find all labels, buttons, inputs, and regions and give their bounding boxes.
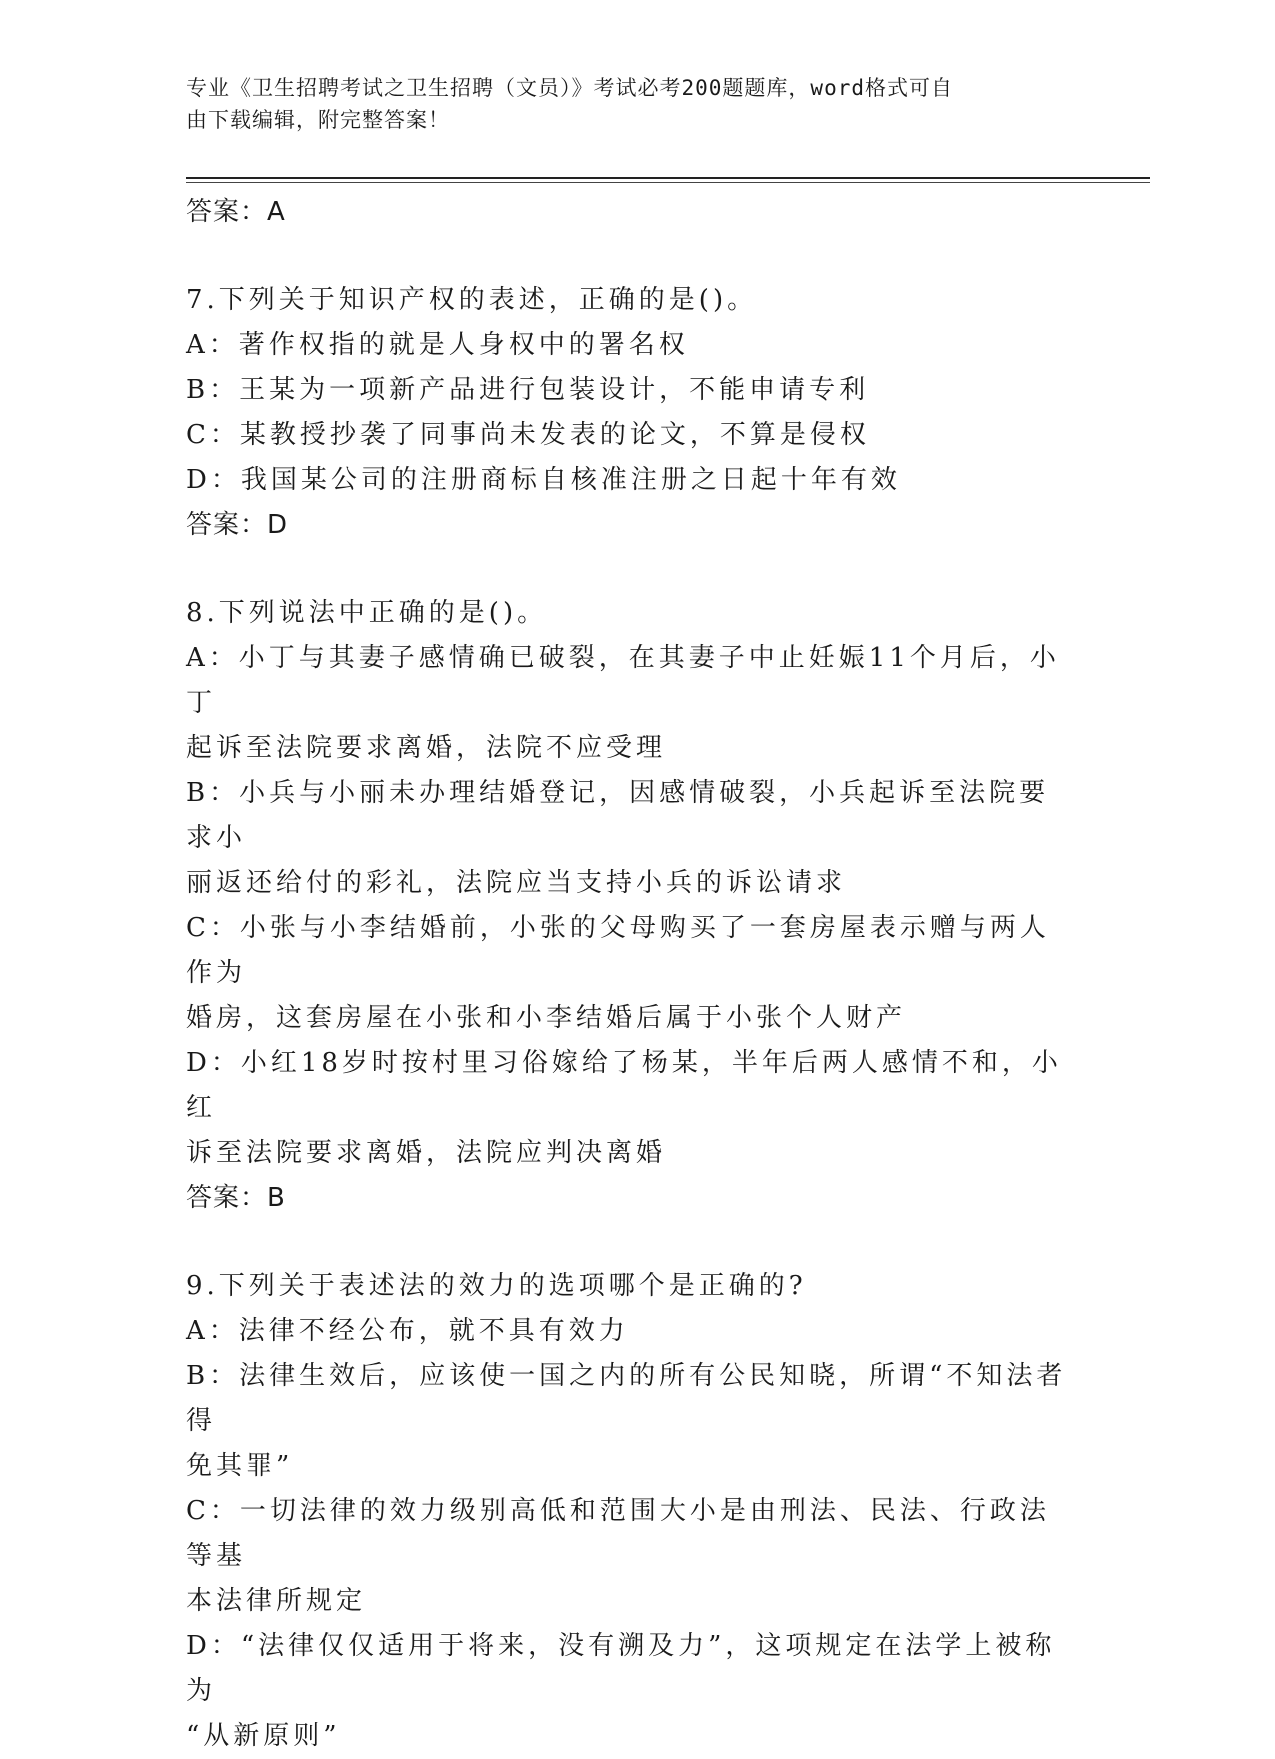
question-block — [186, 1264, 1076, 1759]
option-line: A：法律不经公布，就不具有效力 — [186, 1316, 629, 1346]
option-line: 本法律所规定 — [186, 1586, 367, 1616]
header-line-1: 专业《卫生招聘考试之卫生招聘（文员）》考试必考200题题库，word格式可自 — [186, 76, 953, 100]
option-line: 婚房，这套房屋在小张和小李结婚后属于小张个人财产 — [186, 1003, 907, 1033]
option-line: A：小丁与其妻子感情确已破裂，在其妻子中止妊娠11个月后，小丁 — [186, 643, 1060, 718]
option-line: D：我国某公司的注册商标自核准注册之日起十年有效 — [186, 465, 901, 495]
option-line: 丽返还给付的彩礼，法院应当支持小兵的诉讼请求 — [186, 868, 847, 898]
option-line: “从新原则” — [186, 1721, 341, 1751]
option-line: B：王某为一项新产品进行包装设计，不能申请专利 — [186, 375, 870, 405]
question-list — [186, 190, 1076, 1759]
option-line: C：一切法律的效力级别高低和范围大小是由刑法、民法、行政法等基 — [186, 1496, 1050, 1571]
answer-line: 答案：A — [186, 197, 286, 227]
question-stem: 7.下列关于知识产权的表述，正确的是()。 — [186, 285, 758, 315]
answer-line: 答案：D — [186, 510, 289, 540]
question-stem: 8.下列说法中正确的是()。 — [186, 598, 548, 628]
spacer — [186, 547, 1076, 591]
question-block — [186, 591, 1076, 1264]
option-line: A：著作权指的就是人身权中的署名权 — [186, 330, 689, 360]
page-header — [186, 72, 1066, 136]
option-line: D：“法律仅仅适用于将来，没有溯及力”，这项规定在法学上被称为 — [186, 1631, 1056, 1706]
option-line: B：法律生效后，应该使一国之内的所有公民知晓，所谓“不知法者得 — [186, 1361, 1067, 1436]
question-stem: 9.下列关于表述法的效力的选项哪个是正确的? — [186, 1271, 807, 1301]
option-line: 免其罪” — [186, 1451, 294, 1481]
option-line: 起诉至法院要求离婚，法院不应受理 — [186, 733, 667, 763]
header-line-2: 由下载编辑，附完整答案！ — [186, 108, 450, 132]
header-rule-thin — [186, 182, 1150, 183]
option-line: B：小兵与小丽未办理结婚登记，因感情破裂，小兵起诉至法院要求小 — [186, 778, 1050, 853]
spacer — [186, 234, 1076, 278]
answer-line: 答案：B — [186, 1183, 286, 1213]
option-line: 诉至法院要求离婚，法院应判决离婚 — [186, 1138, 667, 1168]
header-rule-thick — [186, 177, 1150, 179]
option-line: D：小红18岁时按村里习俗嫁给了杨某，半年后两人感情不和，小红 — [186, 1048, 1062, 1123]
spacer — [186, 1220, 1076, 1264]
question-block — [186, 278, 1076, 591]
option-line: C：小张与小李结婚前，小张的父母购买了一套房屋表示赠与两人作为 — [186, 913, 1050, 988]
option-line: C：某教授抄袭了同事尚未发表的论文，不算是侵权 — [186, 420, 870, 450]
questions-container — [186, 278, 1076, 1759]
